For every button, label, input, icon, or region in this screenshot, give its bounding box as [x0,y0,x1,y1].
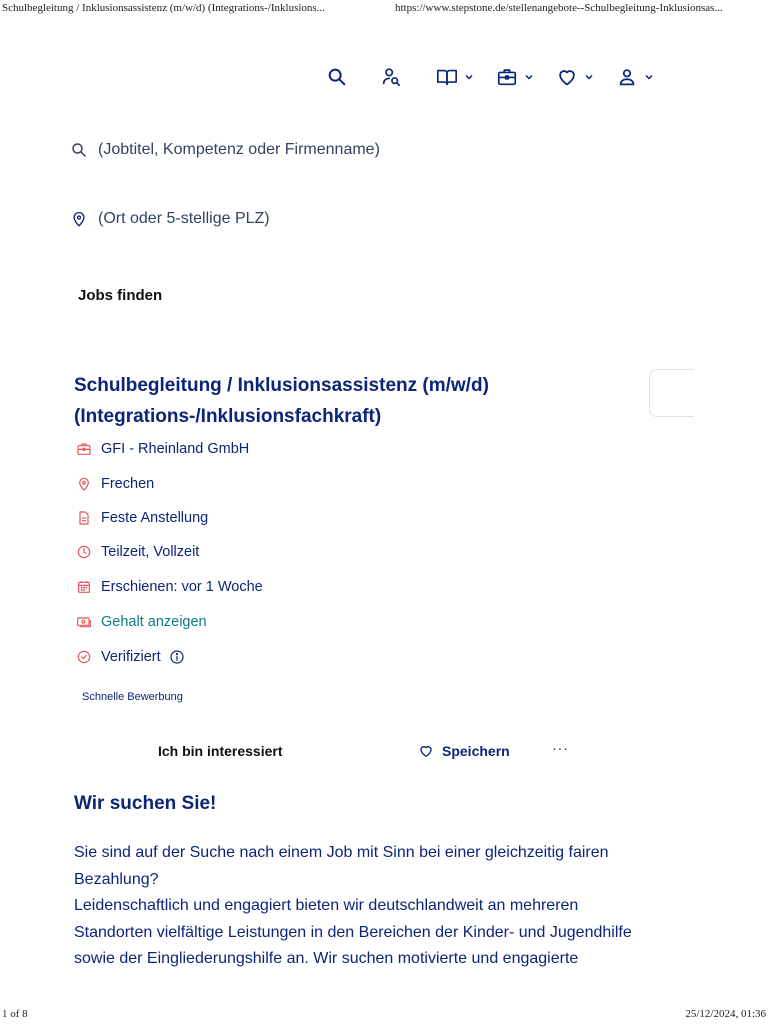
chevron-down-icon [584,72,594,82]
job-published-date: Erschienen: vor 1 Woche [101,579,263,595]
save-job-label: Speichern [442,743,510,759]
chevron-down-icon [644,72,654,82]
briefcase-icon [496,66,518,88]
nav-search[interactable] [326,66,348,88]
company-logo [649,369,694,417]
job-hours-row [76,544,199,560]
top-navigation [326,62,654,92]
chevron-down-icon [464,72,474,82]
search-icon [70,141,88,159]
person-search-icon [380,66,402,88]
job-action-row [0,740,768,763]
job-contract-row [76,510,208,526]
keyword-search-row [70,141,518,159]
print-footer [0,1006,768,1024]
description-line: Leidenschaftlich und engagiert bieten wir deutschlandweit an mehreren [74,897,579,914]
job-location: Frechen [101,476,155,492]
job-contract-type: Feste Anstellung [101,510,209,526]
location-pin-icon [70,210,88,228]
nav-jobs[interactable] [496,66,534,88]
quick-apply-badge: Schnelle Bewerbung [82,691,183,703]
description-text [74,840,714,973]
clock-icon [76,544,92,560]
job-verified-row [76,649,194,665]
description-line: Bezahlung? [74,870,159,888]
description-heading: Wir suchen Sie! [74,793,217,814]
nav-account[interactable] [616,66,654,88]
print-header [0,0,768,18]
document-icon [76,510,92,526]
user-icon [616,66,638,88]
job-published-row [76,579,263,595]
job-working-hours: Teilzeit, Vollzeit [101,544,200,560]
save-job-button[interactable] [418,743,510,759]
job-location-row [76,476,154,492]
briefcase-icon [76,441,92,457]
show-salary-link[interactable]: Gehalt anzeigen [101,614,207,630]
location-pin-icon [76,476,92,492]
job-title: Schulbegleitung / Inklusionsassistenz (m/w/d) (Integrations-/Inklusionsfachkraft) [74,375,489,427]
job-company[interactable]: GFI - Rheinland GmbH [101,441,250,457]
location-search-row [70,210,518,228]
description-line: sowie der Eingliederungshilfe an. Wir suchen motivierte und engagierte [74,950,579,967]
nav-career-guide[interactable] [436,66,474,88]
money-icon [76,614,92,630]
keyword-search-input[interactable] [98,141,518,159]
check-circle-icon [76,649,92,665]
heart-icon [556,66,578,88]
find-jobs-button[interactable]: Jobs finden [78,287,163,304]
print-page-title: Schulbegleitung / Inklusionsassistenz (m/w/d) (Integrations-/Inklusions... [2,2,325,14]
info-icon[interactable] [169,649,185,665]
description-line: Sie sind auf der Suche nach einem Job mit Sinn bei einer gleichzeitig fairen [74,844,609,861]
nav-person-search[interactable] [380,66,402,88]
book-icon [436,66,458,88]
description-line: Standorten vielfältige Leistungen in den Bereichen der Kinder- und Jugendhilfe [74,923,632,941]
nav-favorites[interactable] [556,66,594,88]
job-verified-label: Verifiziert [101,649,161,665]
location-search-input[interactable] [98,210,518,228]
job-company-row [76,441,249,457]
calendar-icon [76,579,92,595]
search-icon [326,66,348,88]
print-page-url: https://www.stepstone.de/stellenangebote--Schulbegleitung-Inklusionsas... [395,2,723,14]
print-datetime: 25/12/2024, 01:36 [685,1008,766,1020]
job-salary-row [76,614,207,630]
heart-icon [418,743,434,759]
print-page-number: 1 of 8 [2,1008,28,1020]
chevron-down-icon [524,72,534,82]
interested-button[interactable]: Ich bin interessiert [158,743,283,759]
more-options-button[interactable]: ··· [552,740,569,756]
